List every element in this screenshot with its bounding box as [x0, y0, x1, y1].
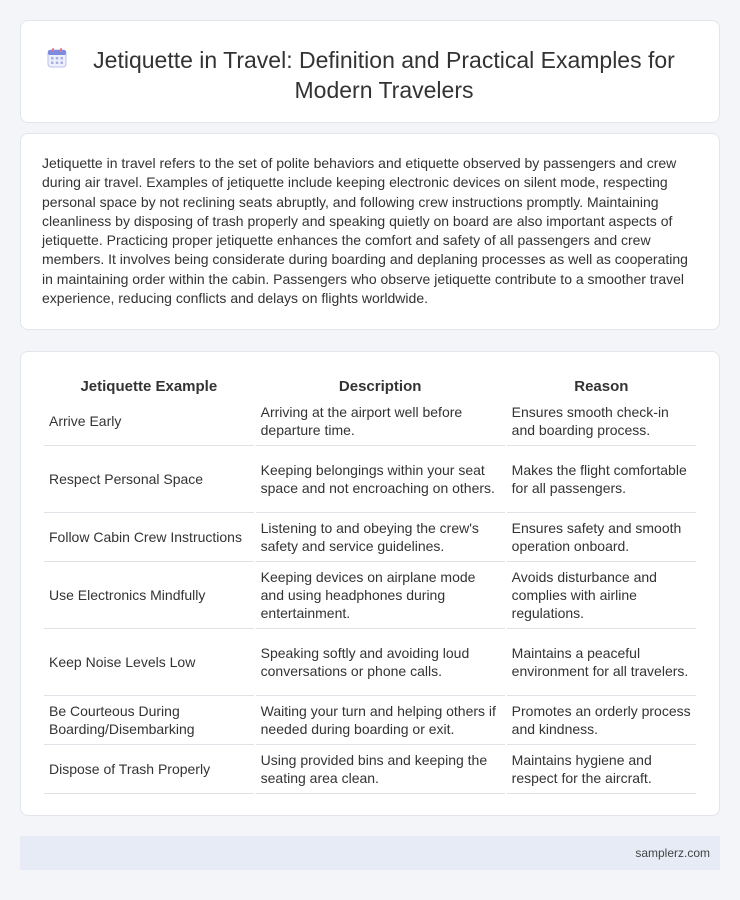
table-row	[44, 629, 696, 696]
table-cell: Maintains a peaceful environment for all travelers.	[507, 629, 696, 696]
footer-site-link[interactable]: samplerz.com	[635, 846, 710, 860]
table-cell: Using provided bins and keeping the seating area clean.	[256, 745, 505, 794]
table-row	[44, 446, 696, 513]
table-cell: Maintains hygiene and respect for the aircraft.	[507, 745, 696, 794]
table-cell: Use Electronics Mindfully	[44, 562, 254, 629]
table-cell: Speaking softly and avoiding loud conversations or phone calls.	[256, 629, 505, 696]
table-row	[44, 513, 696, 562]
table-cell: Arrive Early	[44, 397, 254, 446]
table-cell: Ensures smooth check-in and boarding process.	[507, 397, 696, 446]
column-header: Jetiquette Example	[80, 378, 218, 395]
page-title: Jetiquette in Travel: Definition and Practical Examples for Modern Travelers	[93, 47, 675, 103]
title-card	[20, 20, 720, 123]
intro-paragraph: Jetiquette in travel refers to the set of polite behaviors and etiquette observed by passengers and crew during air travel. Examples of jetiquette include keeping electronic devices on silent mode, respecting personal space by not reclining seats abruptly, and following crew instructions promptly. Maintaining cleanliness by disposing of trash properly and speaking quietly on board are also important aspects of jetiquette. Practicing proper jetiquette enhances the comfort and safety of all passengers and crew members. It involves being considerate during boarding and deplaning processes as well as cooperating in maintaining order within the cabin. Passengers who observe jetiquette contribute to a smoother travel experience, reducing conflicts and delays on flights worldwide.	[42, 155, 688, 307]
table-cell: Makes the flight comfortable for all passengers.	[507, 446, 696, 513]
table-cell: Follow Cabin Crew Instructions	[44, 513, 254, 562]
table-row	[44, 562, 696, 629]
table-cell: Keep Noise Levels Low	[44, 629, 254, 696]
table-cell: Promotes an orderly process and kindness.	[507, 696, 696, 745]
table-cell: Listening to and obeying the crew's safety and service guidelines.	[256, 513, 505, 562]
table-card	[20, 351, 720, 816]
table-cell: Be Courteous During Boarding/Disembarking	[44, 696, 254, 745]
table-cell: Keeping devices on airplane mode and using headphones during entertainment.	[256, 562, 505, 629]
table-row	[44, 397, 696, 446]
table-cell: Keeping belongings within your seat space and not encroaching on others.	[256, 446, 505, 513]
table-cell: Respect Personal Space	[44, 446, 254, 513]
footer	[20, 836, 720, 870]
table-header-row	[44, 372, 696, 397]
table-cell: Dispose of Trash Properly	[44, 745, 254, 794]
table-row	[44, 745, 696, 794]
table-cell: Avoids disturbance and complies with airline regulations.	[507, 562, 696, 629]
table-cell: Ensures safety and smooth operation onboard.	[507, 513, 696, 562]
intro-card	[20, 133, 720, 330]
column-header: Description	[338, 378, 422, 395]
table-row	[44, 696, 696, 745]
column-header: Reason	[574, 378, 629, 395]
jetiquette-table	[42, 372, 698, 794]
table-cell: Arriving at the airport well before departure time.	[256, 397, 505, 446]
table-cell: Waiting your turn and helping others if needed during boarding or exit.	[256, 696, 505, 745]
